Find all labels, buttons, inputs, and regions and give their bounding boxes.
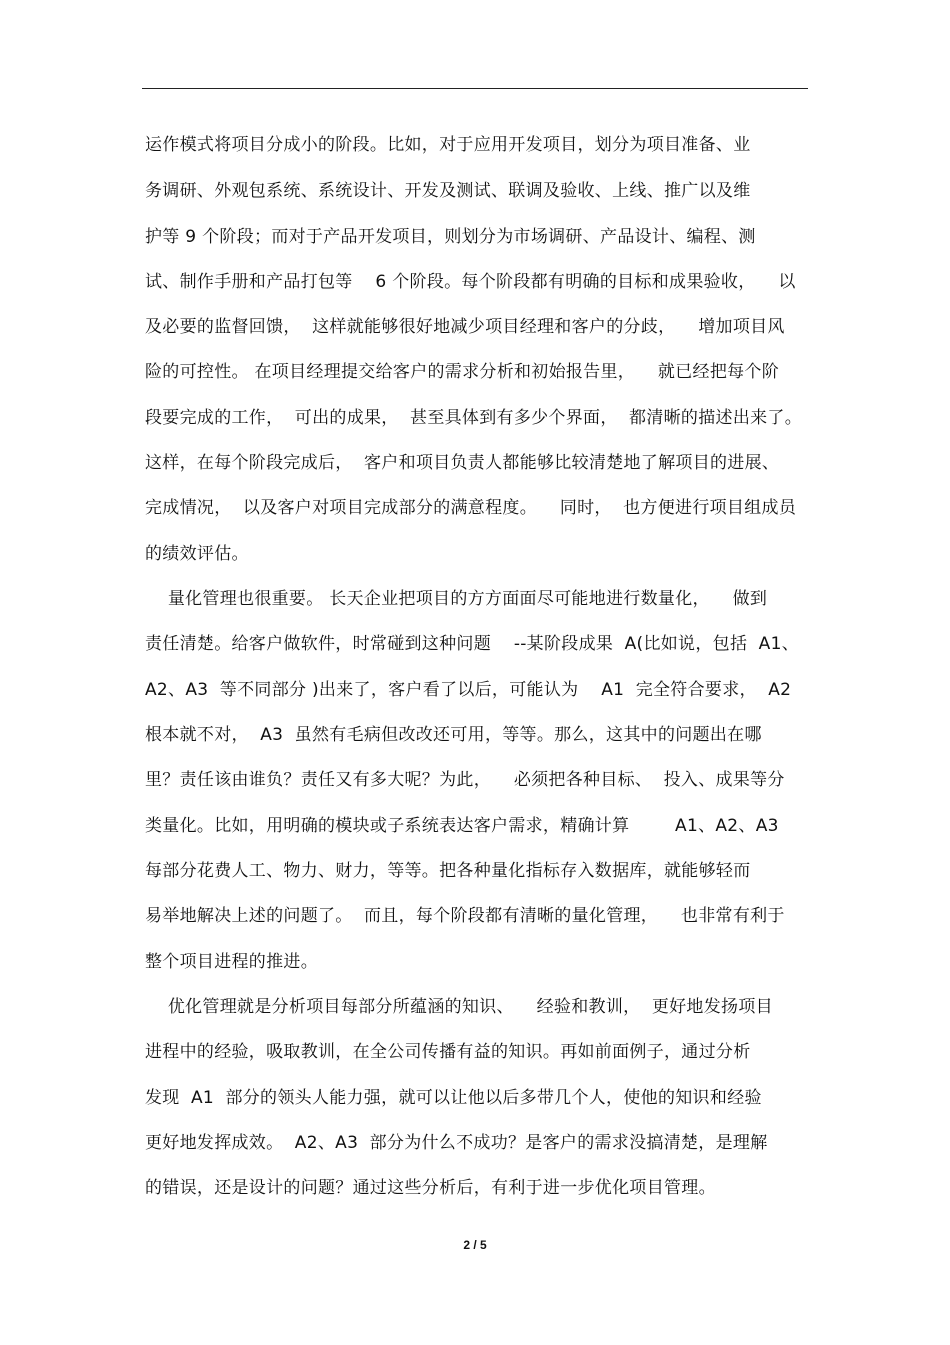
text-line: 每部分花费人工、物力、财力，等等。把各种量化指标存入数据库，就能够轻而	[145, 861, 751, 881]
text-line: 发现 A1 部分的领头人能力强，就可以让他以后多带几个人，使他的知识和经验	[145, 1088, 762, 1108]
text-line: 运作模式将项目分成小的阶段。比如，对于应用开发项目，划分为项目准备、业	[145, 135, 751, 155]
text-line: 务调研、外观包系统、系统设计、开发及测试、联调及验收、上线、推广以及维	[145, 181, 751, 201]
text-line: 这样，在每个阶段完成后， 客户和项目负责人都能够比较清楚地了解项目的进展、	[145, 453, 780, 473]
text-line: 进程中的经验，吸取教训，在全公司传播有益的知识。再如前面例子，通过分析	[145, 1042, 751, 1062]
text-line: 量化管理也很重要。 长天企业把项目的方方面面尽可能地进行数量化， 做到	[145, 589, 768, 609]
text-line: 类量化。比如，用明确的模块或子系统表达客户需求，精确计算 A1、A2、A3	[145, 816, 779, 836]
text-line: 段要完成的工作， 可出的成果， 甚至具体到有多少个界面， 都清晰的描述出来了。	[145, 408, 803, 428]
text-line: 里？责任该由谁负？责任又有多大呢？为此， 必须把各种目标、 投入、成果等分	[145, 770, 785, 790]
text-line: 的错误，还是设计的问题？通过这些分析后，有利于进一步优化项目管理。	[145, 1178, 716, 1198]
page-number: 2 / 5	[463, 1238, 487, 1252]
text-line: 易举地解决上述的问题了。 而且，每个阶段都有清晰的量化管理， 也非常有利于	[145, 906, 785, 926]
header-rule	[142, 88, 808, 89]
text-line: 根本就不对， A3 虽然有毛病但改改还可用，等等。那么，这其中的问题出在哪	[145, 725, 762, 745]
text-line: 及必要的监督回馈， 这样就能够很好地减少项目经理和客户的分歧， 增加项目风	[145, 317, 785, 337]
text-line: 优化管理就是分析项目每部分所蕴涵的知识、 经验和教训， 更好地发扬项目	[145, 997, 773, 1017]
text-line: 完成情况， 以及客户对项目完成部分的满意程度。 同时， 也方便进行项目组成员	[145, 498, 797, 518]
text-line: 险的可控性。 在项目经理提交给客户的需求分析和初始报告里， 就已经把每个阶	[145, 362, 780, 382]
text-line: A2、A3 等不同部分 )出来了，客户看了以后，可能认为 A1 完全符合要求， A2	[145, 680, 792, 700]
text-line: 的绩效评估。	[145, 544, 249, 564]
text-line: 责任清楚。给客户做软件，时常碰到这种问题 --某阶段成果 A(比如说，包括 A1、	[145, 634, 800, 654]
text-line: 试、制作手册和产品打包等 6 个阶段。每个阶段都有明确的目标和成果验收， 以	[145, 272, 796, 292]
text-line: 更好地发挥成效。 A2、A3 部分为什么不成功？是客户的需求没搞清楚，是理解	[145, 1133, 768, 1153]
text-line: 整个项目进程的推进。	[145, 952, 318, 972]
text-line: 护等 9 个阶段；而对于产品开发项目，则划分为市场调研、产品设计、编程、测	[145, 227, 756, 247]
